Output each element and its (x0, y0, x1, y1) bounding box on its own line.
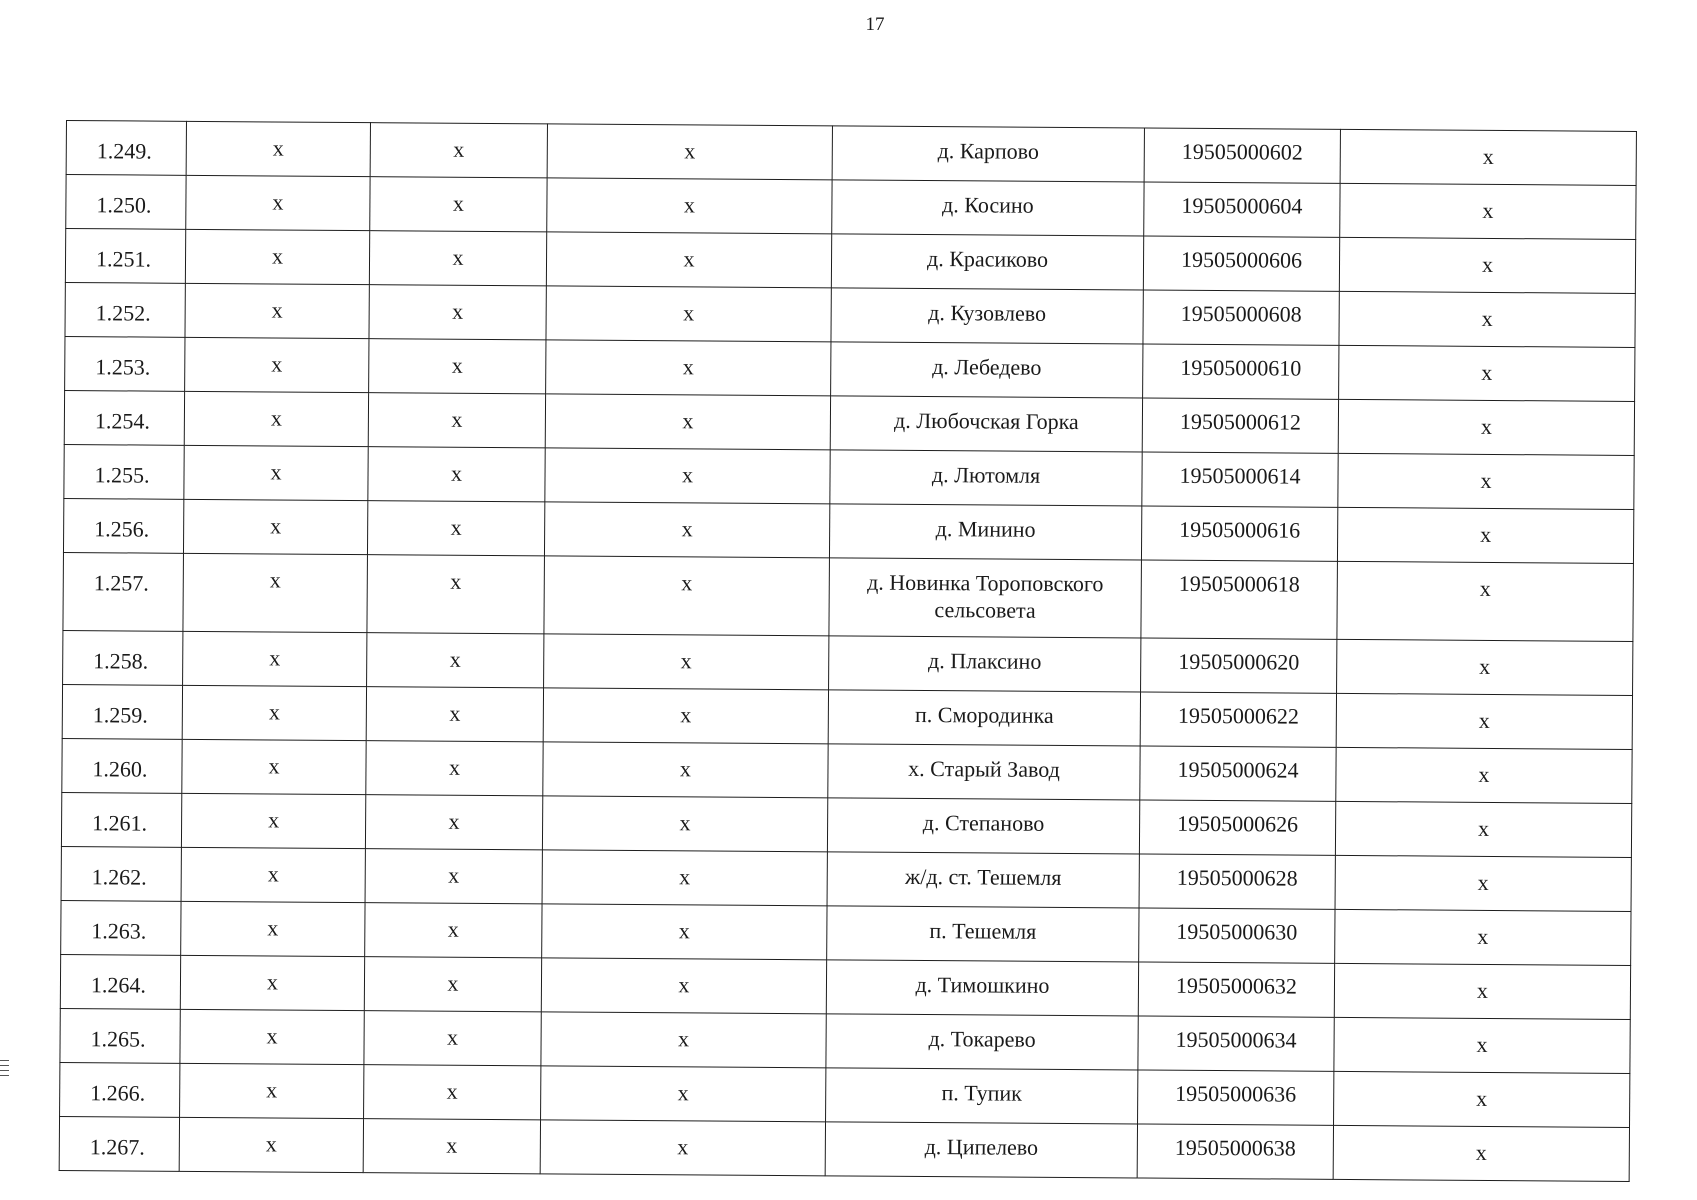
oktmo-code-cell: 19505000628 (1139, 854, 1335, 909)
settlement-name-cell: д. Минино (829, 504, 1141, 560)
empty-value-cell: x (1337, 639, 1633, 695)
settlement-name-cell: д. Плаксино (829, 636, 1141, 692)
row-number-cell: 1.261. (61, 792, 181, 847)
row-number-cell: 1.262. (61, 846, 181, 901)
oktmo-code-cell: 19505000610 (1143, 344, 1339, 399)
settlements-table-wrapper (59, 120, 1636, 1182)
empty-value-cell: x (369, 339, 546, 394)
empty-value-cell: x (185, 229, 369, 284)
settlement-name-cell: п. Тупик (826, 1068, 1138, 1124)
empty-value-cell: x (1334, 1071, 1630, 1127)
oktmo-code-cell: 19505000622 (1140, 692, 1336, 747)
empty-value-cell: x (1340, 183, 1636, 239)
empty-value-cell: x (180, 1063, 364, 1118)
empty-value-cell: x (183, 499, 367, 554)
empty-value-cell: x (363, 1119, 540, 1174)
empty-value-cell: x (370, 177, 547, 232)
empty-value-cell: x (1338, 453, 1634, 509)
empty-value-cell: x (544, 502, 829, 558)
empty-value-cell: x (180, 955, 364, 1010)
empty-value-cell: x (369, 285, 546, 340)
empty-value-cell: x (542, 904, 827, 960)
empty-value-cell: x (542, 796, 827, 852)
empty-value-cell: x (546, 232, 831, 288)
empty-value-cell: x (365, 795, 542, 850)
empty-value-cell: x (185, 283, 369, 338)
empty-value-cell: x (370, 123, 547, 178)
empty-value-cell: x (1339, 237, 1635, 293)
row-number-cell: 1.256. (63, 498, 183, 553)
row-number-cell: 1.265. (60, 1008, 180, 1063)
table-row (63, 552, 1634, 641)
empty-value-cell: x (1337, 561, 1634, 641)
empty-value-cell: x (546, 286, 831, 342)
empty-value-cell: x (1338, 399, 1634, 455)
row-number-cell: 1.257. (63, 552, 184, 631)
empty-value-cell: x (547, 124, 832, 180)
row-number-cell: 1.251. (65, 229, 185, 284)
empty-value-cell: x (366, 687, 543, 742)
row-number-cell: 1.264. (60, 954, 180, 1009)
empty-value-cell: x (181, 793, 365, 848)
empty-value-cell: x (368, 447, 545, 502)
empty-value-cell: x (1333, 1125, 1629, 1181)
settlement-name-cell: д. Лютомля (830, 450, 1142, 506)
empty-value-cell: x (545, 394, 830, 450)
empty-value-cell: x (184, 445, 368, 500)
empty-value-cell: x (1334, 1017, 1630, 1073)
empty-value-cell: x (364, 957, 541, 1012)
empty-value-cell: x (1335, 855, 1631, 911)
empty-value-cell: x (1340, 129, 1636, 185)
empty-value-cell: x (541, 1012, 826, 1068)
empty-value-cell: x (186, 121, 370, 176)
row-number-cell: 1.259. (62, 684, 182, 739)
settlement-name-cell: д. Степаново (827, 798, 1139, 854)
settlement-name-cell: д. Красиково (831, 234, 1143, 290)
table-row (59, 1116, 1629, 1181)
oktmo-code-cell: 19505000604 (1144, 182, 1340, 237)
settlement-name-cell: д. Любочская Горка (830, 396, 1142, 452)
empty-value-cell: x (1339, 345, 1635, 401)
empty-value-cell: x (364, 1065, 541, 1120)
empty-value-cell: x (1336, 693, 1632, 749)
empty-value-cell: x (181, 901, 365, 956)
empty-value-cell: x (542, 850, 827, 906)
empty-value-cell: x (186, 175, 370, 230)
settlement-name-cell: д. Карпово (832, 126, 1144, 182)
empty-value-cell: x (546, 340, 831, 396)
empty-value-cell: x (184, 391, 368, 446)
empty-value-cell: x (544, 556, 830, 636)
table-body (59, 121, 1636, 1182)
empty-value-cell: x (364, 1011, 541, 1066)
oktmo-code-cell: 19505000626 (1139, 800, 1335, 855)
empty-value-cell: x (1339, 291, 1635, 347)
empty-value-cell: x (367, 501, 544, 556)
oktmo-code-cell: 19505000612 (1142, 398, 1338, 453)
oktmo-code-cell: 19505000618 (1141, 560, 1338, 639)
empty-value-cell: x (369, 231, 546, 286)
settlement-name-cell: д. Ципелево (825, 1122, 1137, 1178)
settlement-name-cell: д. Тимошкино (826, 960, 1138, 1016)
row-number-cell: 1.254. (64, 390, 184, 445)
settlement-name-cell: ж/д. ст. Тешемля (827, 852, 1139, 908)
settlements-table (59, 120, 1637, 1182)
empty-value-cell: x (541, 958, 826, 1014)
empty-value-cell: x (367, 555, 545, 634)
empty-value-cell: x (182, 685, 366, 740)
empty-value-cell: x (1336, 747, 1632, 803)
settlement-name-cell: д. Кузовлево (831, 288, 1143, 344)
row-number-cell: 1.252. (65, 282, 185, 337)
empty-value-cell: x (182, 739, 366, 794)
row-number-cell: 1.267. (59, 1116, 179, 1171)
settlement-name-cell: д. Лебедево (831, 342, 1143, 398)
row-number-cell: 1.260. (62, 738, 182, 793)
row-number-cell: 1.266. (60, 1062, 180, 1117)
settlement-name-cell: д. Токарево (826, 1014, 1138, 1070)
oktmo-code-cell: 19505000638 (1137, 1124, 1333, 1179)
settlement-name-cell: х. Старый Завод (828, 744, 1140, 800)
empty-value-cell: x (543, 742, 828, 798)
oktmo-code-cell: 19505000624 (1140, 746, 1336, 801)
empty-value-cell: x (1335, 909, 1631, 965)
settlement-name-cell: п. Смородинка (828, 690, 1140, 746)
oktmo-code-cell: 19505000616 (1141, 506, 1337, 561)
empty-value-cell: x (367, 633, 544, 688)
empty-value-cell: x (365, 849, 542, 904)
row-number-cell: 1.249. (66, 121, 186, 176)
oktmo-code-cell: 19505000636 (1138, 1070, 1334, 1125)
row-number-cell: 1.255. (64, 444, 184, 499)
row-number-cell: 1.253. (65, 336, 185, 391)
oktmo-code-cell: 19505000634 (1138, 1016, 1334, 1071)
page-number: 17 (865, 14, 885, 35)
empty-value-cell: x (1337, 507, 1633, 563)
margin-binding-marks (0, 1060, 10, 1080)
empty-value-cell: x (543, 688, 828, 744)
empty-value-cell: x (544, 634, 829, 690)
oktmo-code-cell: 19505000632 (1138, 962, 1334, 1017)
empty-value-cell: x (547, 178, 832, 234)
settlement-name-cell: д. Новинка Тороповского сельсовета (829, 558, 1142, 638)
empty-value-cell: x (366, 741, 543, 796)
empty-value-cell: x (1335, 801, 1631, 857)
settlement-name-cell: д. Косино (832, 180, 1144, 236)
oktmo-code-cell: 19505000630 (1139, 908, 1335, 963)
oktmo-code-cell: 19505000620 (1141, 638, 1337, 693)
empty-value-cell: x (1334, 963, 1630, 1019)
oktmo-code-cell: 19505000608 (1143, 290, 1339, 345)
empty-value-cell: x (368, 393, 545, 448)
empty-value-cell: x (180, 1009, 364, 1064)
row-number-cell: 1.258. (63, 630, 183, 685)
empty-value-cell: x (183, 553, 368, 632)
empty-value-cell: x (181, 847, 365, 902)
empty-value-cell: x (179, 1117, 363, 1172)
oktmo-code-cell: 19505000606 (1143, 236, 1339, 291)
oktmo-code-cell: 19505000602 (1144, 128, 1340, 183)
empty-value-cell: x (365, 903, 542, 958)
empty-value-cell: x (541, 1066, 826, 1122)
row-number-cell: 1.250. (66, 175, 186, 230)
row-number-cell: 1.263. (61, 900, 181, 955)
oktmo-code-cell: 19505000614 (1142, 452, 1338, 507)
empty-value-cell: x (185, 337, 369, 392)
settlement-name-cell: п. Тешемля (827, 906, 1139, 962)
empty-value-cell: x (545, 448, 830, 504)
empty-value-cell: x (183, 631, 367, 686)
empty-value-cell: x (540, 1120, 825, 1176)
